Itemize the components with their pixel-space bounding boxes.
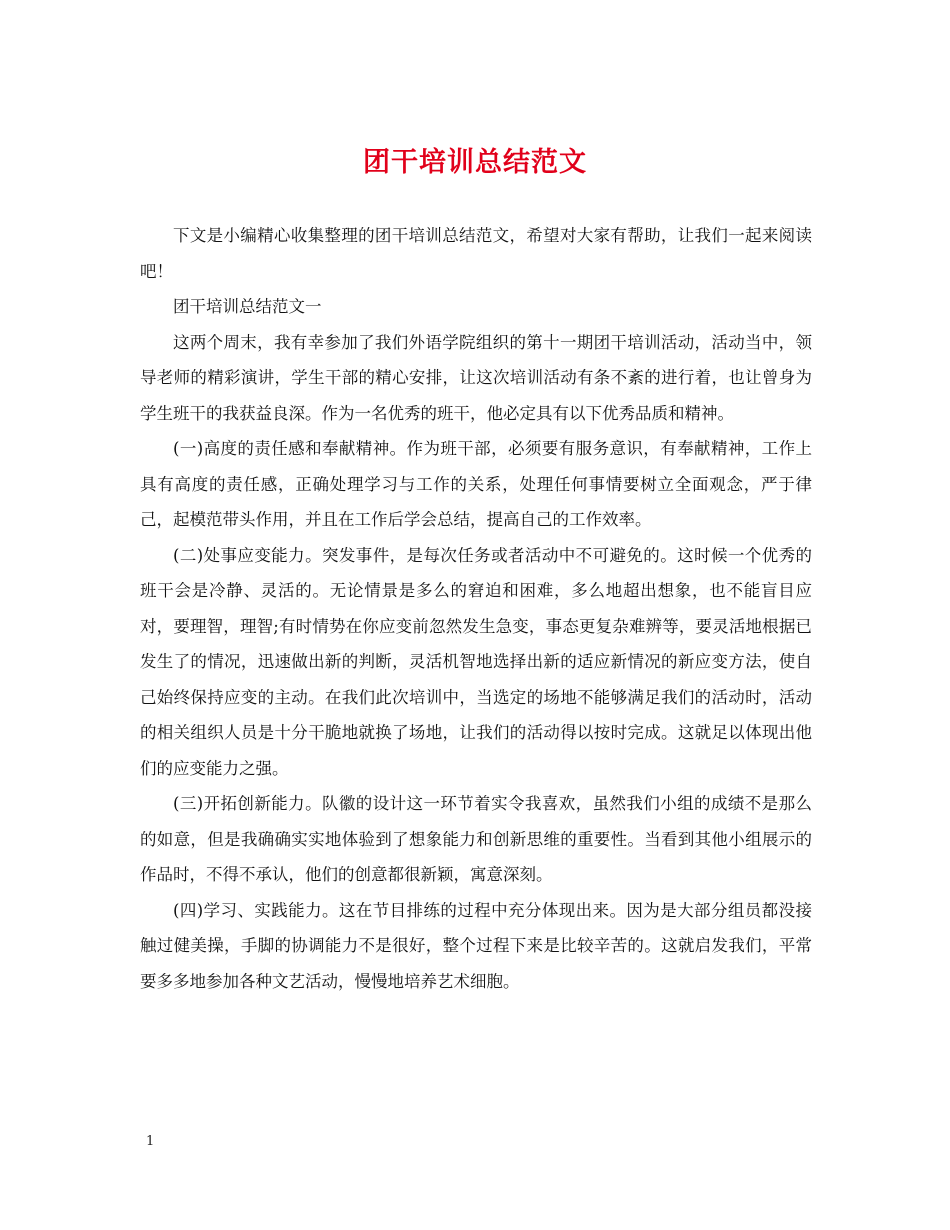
paragraph-point-4: (四)学习、实践能力。这在节目排练的过程中充分体现出来。因为是大部分组员都没接触过健美操，手脚的协调能力不是很好，整个过程下来是比较辛苦的。这就启发我们，平常要多多地参加各种文艺活动，慢慢地培养艺术细胞。 xyxy=(140,900,812,991)
document-body xyxy=(140,218,812,999)
page-title: 团干培训总结范文 xyxy=(363,147,587,178)
paragraph-point-2: (二)处事应变能力。突发事件，是每次任务或者活动中不可避免的。这时候一个优秀的班干会是冷静、灵活的。无论情景是多么的窘迫和困难，多么地超出想象，也不能盲目应对，要理智，理智;有时情势在你应变前忽然发生急变，事态更复杂难辨等，要灵活地根据已发生了的情况，迅速做出新的判断，灵活机智地选择出新的适应新情况的新应变方法，使自己始终保持应变的主动。在我们此次培训中，当选定的场地不能够满足我们的活动时，活动的相关组织人员是十分干脆地就换了场地，让我们的活动得以按时完成。这就足以体现出他们的应变能力之强。 xyxy=(140,545,812,778)
section-heading: 团干培训总结范文一 xyxy=(173,297,322,316)
paragraph-point-1: (一)高度的责任感和奉献精神。作为班干部，必须要有服务意识，有奉献精神，工作上具有高度的责任感，正确处理学习与工作的关系，处理任何事情要树立全面观念，严于律己，起模范带头作用，并且在工作后学会总结，提高自己的工作效率。 xyxy=(140,439,812,529)
paragraph-point-3: (三)开拓创新能力。队徽的设计这一环节着实令我喜欢，虽然我们小组的成绩不是那么的如意，但是我确确实实地体验到了想象能力和创新思维的重要性。当看到其他小组展示的作品时，不得不承认，他们的创意都很新颖，寓意深刻。 xyxy=(140,794,812,884)
paragraph-overview: 这两个周末，我有幸参加了我们外语学院组织的第十一期团干培训活动，活动当中，领导老师的精彩演讲，学生干部的精心安排，让这次培训活动有条不紊的进行着，也让曾身为学生班干的我获益良深。作为一名优秀的班干，他必定具有以下优秀品质和精神。 xyxy=(140,332,812,423)
paragraph-intro: 下文是小编精心收集整理的团干培训总结范文，希望对大家有帮助，让我们一起来阅读吧！ xyxy=(140,226,812,281)
page-number: 1 xyxy=(146,1134,155,1149)
